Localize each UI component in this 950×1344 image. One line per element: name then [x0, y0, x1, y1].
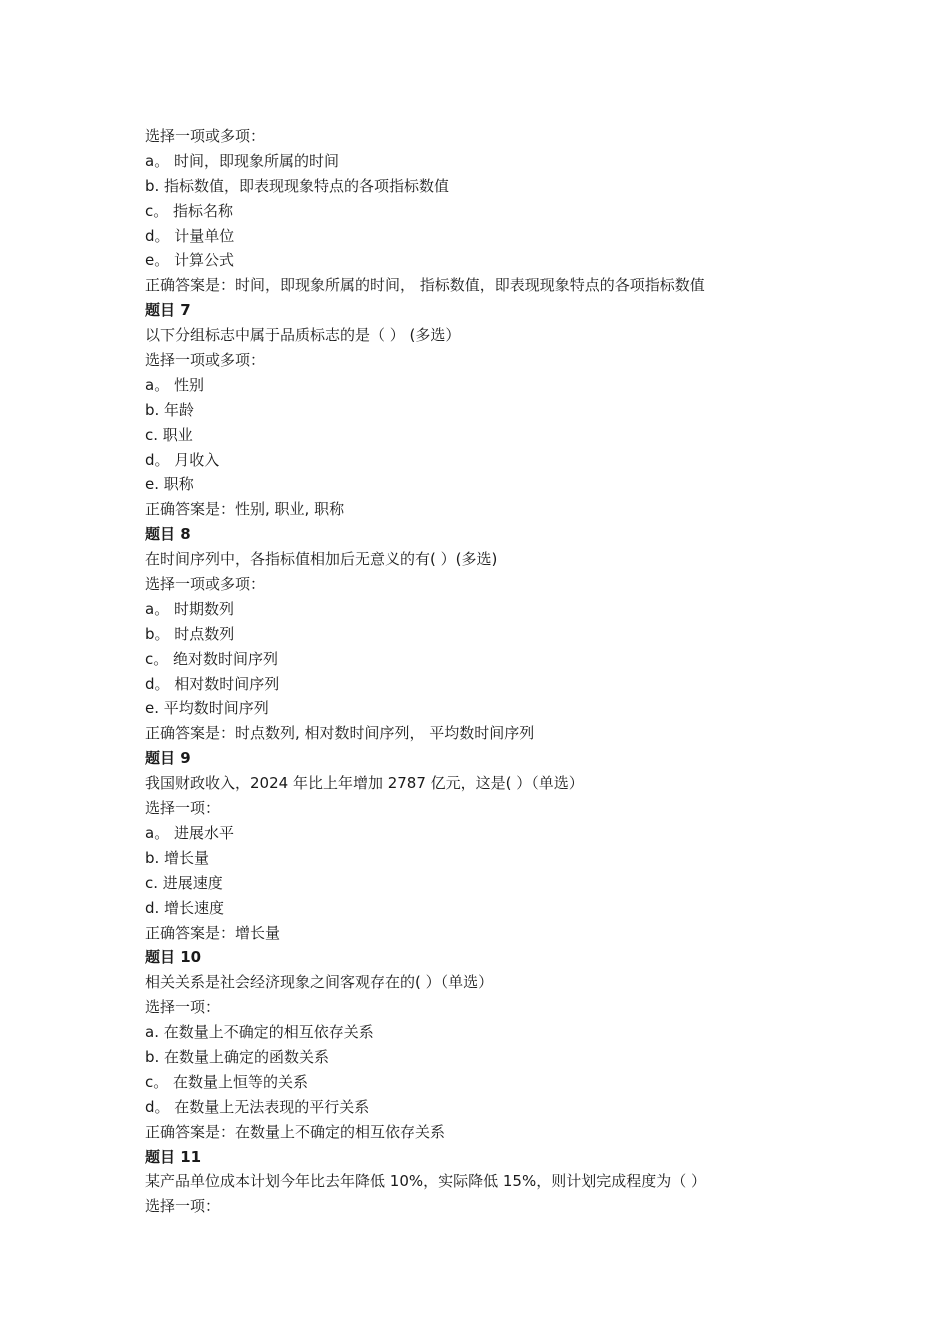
answer-option: e. 平均数时间序列	[145, 699, 269, 718]
answer-option: d。 月收入	[145, 450, 220, 469]
answer-option: b。 时点数列	[145, 624, 235, 643]
answer-option: b. 增长量	[145, 848, 210, 867]
question-stem: 某产品单位成本计划今年比去年降低 10%，实际降低 15%，则计划完成程度为（ ）	[145, 1172, 706, 1191]
answer-option: b. 指标数值，即表现现象特点的各项指标数值	[145, 176, 450, 195]
answer-option: c。 绝对数时间序列	[145, 649, 279, 668]
answer-option: c. 进展速度	[145, 873, 223, 892]
question-prompt: 选择一项：	[145, 799, 221, 818]
answer-option: d. 增长速度	[145, 898, 225, 917]
question-stem: 我国财政收入，2024 年比上年增加 2787 亿元，这是( ）（单选）	[145, 774, 584, 793]
question-title: 题目 10	[145, 948, 202, 967]
question-stem: 以下分组标志中属于品质标志的是（ ） (多选）	[145, 326, 461, 345]
answer-option: e. 职称	[145, 475, 194, 494]
answer-option: b. 年龄	[145, 400, 195, 419]
answer-option: d。 相对数时间序列	[145, 674, 280, 693]
answer-option: e。 计算公式	[145, 251, 234, 270]
question-prompt: 选择一项：	[145, 1197, 221, 1216]
answer-option: d。 计量单位	[145, 226, 235, 245]
question-stem: 相关关系是社会经济现象之间客观存在的( ）（单选）	[145, 973, 494, 992]
answer-option: c。 指标名称	[145, 201, 234, 220]
question-prompt: 选择一项或多项：	[145, 575, 266, 594]
question-title: 题目 8	[145, 525, 191, 544]
question-title: 题目 11	[145, 1147, 202, 1166]
answer-option: a。 时间，即现象所属的时间	[145, 151, 339, 170]
answer-option: a。 进展水平	[145, 823, 234, 842]
answer-option: b. 在数量上确定的函数关系	[145, 1047, 330, 1066]
answer-option: c. 职业	[145, 425, 193, 444]
answer-option: a. 在数量上不确定的相互依存关系	[145, 1023, 374, 1042]
question-title: 题目 7	[145, 301, 191, 320]
correct-answer: 正确答案是：在数量上不确定的相互依存关系	[145, 1122, 446, 1141]
answer-option: d。 在数量上无法表现的平行关系	[145, 1097, 370, 1116]
question-title: 题目 9	[145, 749, 191, 768]
question-list	[145, 124, 845, 1219]
correct-answer: 正确答案是：时点数列, 相对数时间序列， 平均数时间序列	[145, 724, 535, 743]
correct-answer: 正确答案是：增长量	[145, 923, 281, 942]
question-prompt: 选择一项或多项：	[145, 127, 266, 145]
question-stem: 在时间序列中，各指标值相加后无意义的有( ）(多选)	[145, 550, 498, 569]
question-prompt: 选择一项：	[145, 998, 221, 1017]
answer-option: c。 在数量上恒等的关系	[145, 1072, 309, 1091]
correct-answer: 正确答案是：性别, 职业, 职称	[145, 500, 345, 519]
answer-option: a。 时期数列	[145, 599, 234, 618]
question-prompt: 选择一项或多项：	[145, 351, 266, 370]
answer-option: a。 性别	[145, 375, 204, 394]
correct-answer: 正确答案是：时间，即现象所属的时间， 指标数值，即表现现象特点的各项指标数值	[145, 276, 705, 295]
